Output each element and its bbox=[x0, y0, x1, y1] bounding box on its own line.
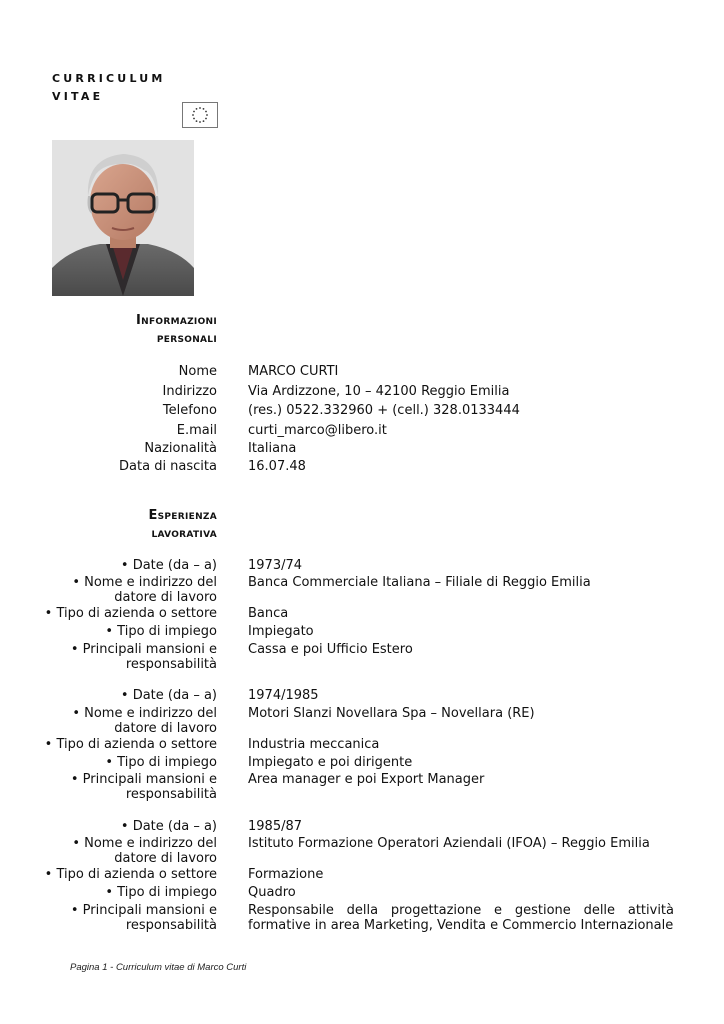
date-value: 1973/74 bbox=[248, 558, 303, 573]
sector-value: Formazione bbox=[248, 867, 324, 882]
section-heading-personal bbox=[136, 312, 217, 348]
personal-value: 16.07.48 bbox=[248, 459, 306, 474]
employer-label-line2: datore di lavoro bbox=[114, 721, 217, 736]
employer-label-line1: • Nome e indirizzo del bbox=[72, 575, 217, 590]
personal-label: Data di nascita bbox=[119, 459, 217, 474]
duties-label-line1: • Principali mansioni e bbox=[70, 772, 217, 787]
duties-label-line2: responsabilità bbox=[125, 918, 217, 933]
date-label: • Date (da – a) bbox=[120, 819, 217, 834]
cv-title bbox=[52, 70, 166, 106]
employer-value: Banca Commerciale Italiana – Filiale di Reggio Emilia bbox=[248, 575, 591, 590]
duties-label bbox=[37, 903, 217, 933]
personal-label: E.mail bbox=[176, 423, 217, 438]
duties-label-line2: responsabilità bbox=[125, 657, 217, 672]
job-type-label: • Tipo di impiego bbox=[105, 624, 217, 639]
cv-title-line2: VITAE bbox=[52, 90, 104, 103]
employer-label bbox=[37, 575, 217, 605]
personal-label: Telefono bbox=[162, 403, 217, 418]
date-value: 1985/87 bbox=[248, 819, 303, 834]
employer-value: Istituto Formazione Operatori Aziendali (IFOA) – Reggio Emilia bbox=[248, 836, 650, 851]
duties-label-line1: • Principali mansioni e bbox=[70, 903, 217, 918]
date-label: • Date (da – a) bbox=[120, 688, 217, 703]
job-type-value: Quadro bbox=[248, 885, 296, 900]
page-footer: Pagina 1 - Curriculum vitae di Marco Curti bbox=[70, 962, 247, 973]
duties-value: Area manager e poi Export Manager bbox=[248, 772, 485, 787]
sector-value: Industria meccanica bbox=[248, 737, 380, 752]
profile-photo bbox=[52, 140, 194, 296]
section-heading-personal-line1: Informazioni bbox=[135, 313, 217, 328]
employer-label-line1: • Nome e indirizzo del bbox=[72, 706, 217, 721]
duties-value: Cassa e poi Ufficio Estero bbox=[248, 642, 413, 657]
job-type-value: Impiegato e poi dirigente bbox=[248, 755, 413, 770]
eu-flag-icon bbox=[182, 102, 218, 128]
date-value: 1974/1985 bbox=[248, 688, 319, 703]
personal-value[interactable]: curti_marco@libero.it bbox=[248, 423, 387, 438]
personal-label: Indirizzo bbox=[162, 384, 217, 399]
sector-label: • Tipo di azienda o settore bbox=[44, 867, 217, 882]
sector-label: • Tipo di azienda o settore bbox=[44, 606, 217, 621]
employer-label-line2: datore di lavoro bbox=[114, 851, 217, 866]
duties-value: Responsabile della progettazione e gestione delle attività formative in area Marketing, Vendita e Commercio Internazionale bbox=[248, 903, 674, 933]
job-type-label: • Tipo di impiego bbox=[105, 885, 217, 900]
employer-label-line2: datore di lavoro bbox=[114, 590, 217, 605]
section-heading-personal-line2: personali bbox=[156, 331, 217, 346]
duties-label bbox=[37, 772, 217, 802]
date-label: • Date (da – a) bbox=[120, 558, 217, 573]
sector-label: • Tipo di azienda o settore bbox=[44, 737, 217, 752]
job-type-label: • Tipo di impiego bbox=[105, 755, 217, 770]
personal-value: Via Ardizzone, 10 – 42100 Reggio Emilia bbox=[248, 384, 510, 399]
cv-title-line1: CURRICULUM bbox=[52, 72, 166, 85]
duties-label bbox=[37, 642, 217, 672]
personal-label: Nazionalità bbox=[144, 441, 217, 456]
duties-label-line1: • Principali mansioni e bbox=[70, 642, 217, 657]
duties-label-line2: responsabilità bbox=[125, 787, 217, 802]
personal-label: Nome bbox=[178, 364, 217, 379]
employer-label bbox=[37, 706, 217, 736]
personal-value: (res.) 0522.332960 + (cell.) 328.0133444 bbox=[248, 403, 520, 418]
employer-label bbox=[37, 836, 217, 866]
employer-value: Motori Slanzi Novellara Spa – Novellara (RE) bbox=[248, 706, 535, 721]
personal-value: MARCO CURTI bbox=[248, 364, 339, 379]
section-heading-experience-line1: Esperienza bbox=[148, 508, 217, 523]
employer-label-line1: • Nome e indirizzo del bbox=[72, 836, 217, 851]
personal-value: Italiana bbox=[248, 441, 297, 456]
job-type-value: Impiegato bbox=[248, 624, 314, 639]
section-heading-experience bbox=[148, 507, 217, 543]
sector-value: Banca bbox=[248, 606, 289, 621]
section-heading-experience-line2: lavorativa bbox=[151, 526, 217, 541]
